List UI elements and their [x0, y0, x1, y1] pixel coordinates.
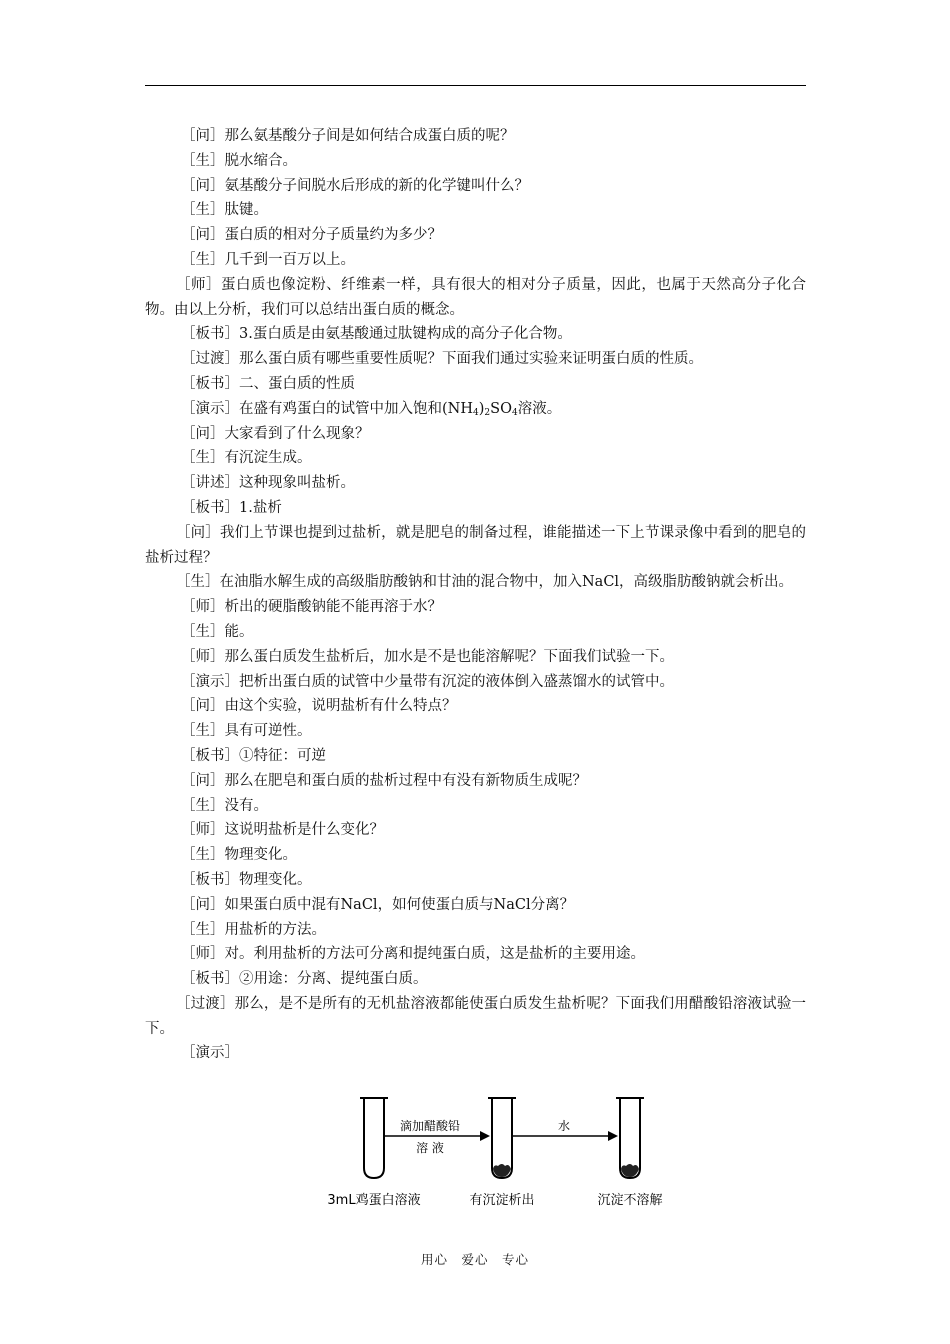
demo-prefix: ［演示］在盛有鸡蛋白的试管中加入饱和(NH	[181, 400, 473, 417]
text-line: ［生］没有。	[181, 797, 268, 814]
text-line: ［生］有沉淀生成。	[181, 450, 312, 467]
text-line: ［师］那么蛋白质发生盐析后，加水是不是也能溶解呢？下面我们试验一下。	[181, 648, 674, 665]
tube-label: 3mL鸡蛋白溶液	[327, 1193, 421, 1208]
text-line: ［生］肽键。	[181, 202, 268, 219]
text-line: ［问］氨基酸分子间脱水后形成的新的化学键叫什么？	[181, 177, 529, 194]
page-footer: 用心 爱心 专心	[420, 1252, 529, 1267]
text-line: ［生］用盐析的方法。	[181, 921, 326, 938]
subscript: 2	[484, 407, 491, 418]
text-line: ［问］由这个实验，说明盐析有什么特点？	[181, 698, 457, 715]
text-line: ［板书］②用途：分离、提纯蛋白质。	[181, 971, 428, 988]
demo-line-ammonium-sulfate	[145, 397, 806, 422]
document-body	[145, 124, 806, 1066]
text-line: ［过渡］那么蛋白质有哪些重要性质呢？下面我们通过实验来证明蛋白质的性质。	[181, 351, 703, 368]
text-line: ［问］那么在肥皂和蛋白质的盐析过程中有没有新物质生成呢？	[181, 772, 587, 789]
test-tube-2	[488, 1098, 516, 1178]
precipitate	[493, 1164, 511, 1177]
arrow-add-water	[512, 1118, 618, 1141]
test-tube-3	[616, 1098, 644, 1178]
test-tube-1	[360, 1098, 388, 1178]
text-line: ［板书］3.蛋白质是由氨基酸通过肽键构成的高分子化合物。	[181, 326, 572, 343]
arrow-add-lead-acetate	[384, 1118, 490, 1155]
demo-so: SO	[490, 400, 512, 417]
demo-mid: )	[478, 400, 485, 417]
text-line: ［问］如果蛋白质中混有NaCl，如何使蛋白质与NaCl分离？	[181, 896, 575, 913]
text-line: ［师］对。利用盐析的方法可分离和提纯蛋白质，这是盐析的主要用途。	[181, 946, 645, 963]
text-line: ［演示］把析出蛋白质的试管中少量带有沉淀的液体倒入盛蒸馏水的试管中。	[181, 673, 674, 690]
text-line: ［问］那么氨基酸分子间是如何结合成蛋白质的呢？	[181, 128, 515, 144]
text-line: ［问］大家看到了什么现象？	[181, 425, 370, 442]
text-line: ［演示］	[181, 1045, 239, 1062]
arrow-label-bottom: 溶 液	[416, 1141, 444, 1155]
tube-label: 沉淀不溶解	[597, 1193, 663, 1208]
tube-label: 有沉淀析出	[469, 1193, 535, 1208]
text-line: ［板书］二、蛋白质的性质	[181, 375, 355, 392]
header-rule	[145, 85, 806, 86]
text-line: ［板书］物理变化。	[181, 871, 312, 888]
precipitate	[621, 1164, 639, 1177]
text-line: ［生］能。	[181, 623, 254, 640]
text-paragraph: ［过渡］那么，是不是所有的无机盐溶液都能使蛋白质发生盐析呢？下面我们用醋酸铅溶液试验一下。	[145, 995, 806, 1037]
demo-suffix: 溶液。	[517, 400, 562, 417]
text-paragraph: ［生］在油脂水解生成的高级脂肪酸钠和甘油的混合物中，加入NaCl，高级脂肪酸钠就会析出。	[176, 574, 794, 591]
text-paragraph: ［师］蛋白质也像淀粉、纤维素一样，具有很大的相对分子质量，因此，也属于天然高分子化合物。由以上分析，我们可以总结出蛋白质的概念。	[145, 276, 806, 318]
text-line: ［板书］①特征：可逆	[181, 747, 326, 764]
subscript: 4	[511, 407, 518, 418]
text-line: ［生］几千到一百万以上。	[181, 251, 355, 268]
text-line: ［生］物理变化。	[181, 847, 297, 864]
text-line: ［问］蛋白质的相对分子质量约为多少？	[181, 227, 442, 244]
subscript: 4	[473, 407, 479, 418]
text-line: ［板书］1.盐析	[181, 499, 282, 516]
text-line: ［师］这说明盐析是什么变化？	[181, 822, 384, 839]
text-paragraph: ［问］我们上节课也提到过盐析，就是肥皂的制备过程，谁能描述一下上节课录像中看到的肥皂的盐析过程？	[145, 524, 806, 566]
arrow-label-top: 滴加醋酸铅	[399, 1119, 461, 1133]
text-line: ［生］脱水缩合。	[181, 152, 297, 169]
text-line: ［讲述］这种现象叫盐析。	[181, 475, 355, 492]
arrow-label-water: 水	[557, 1119, 571, 1133]
test-tube-diagram	[318, 1094, 664, 1210]
text-line: ［师］析出的硬脂酸钠能不能再溶于水？	[181, 599, 442, 616]
text-line: ［生］具有可逆性。	[181, 723, 312, 740]
